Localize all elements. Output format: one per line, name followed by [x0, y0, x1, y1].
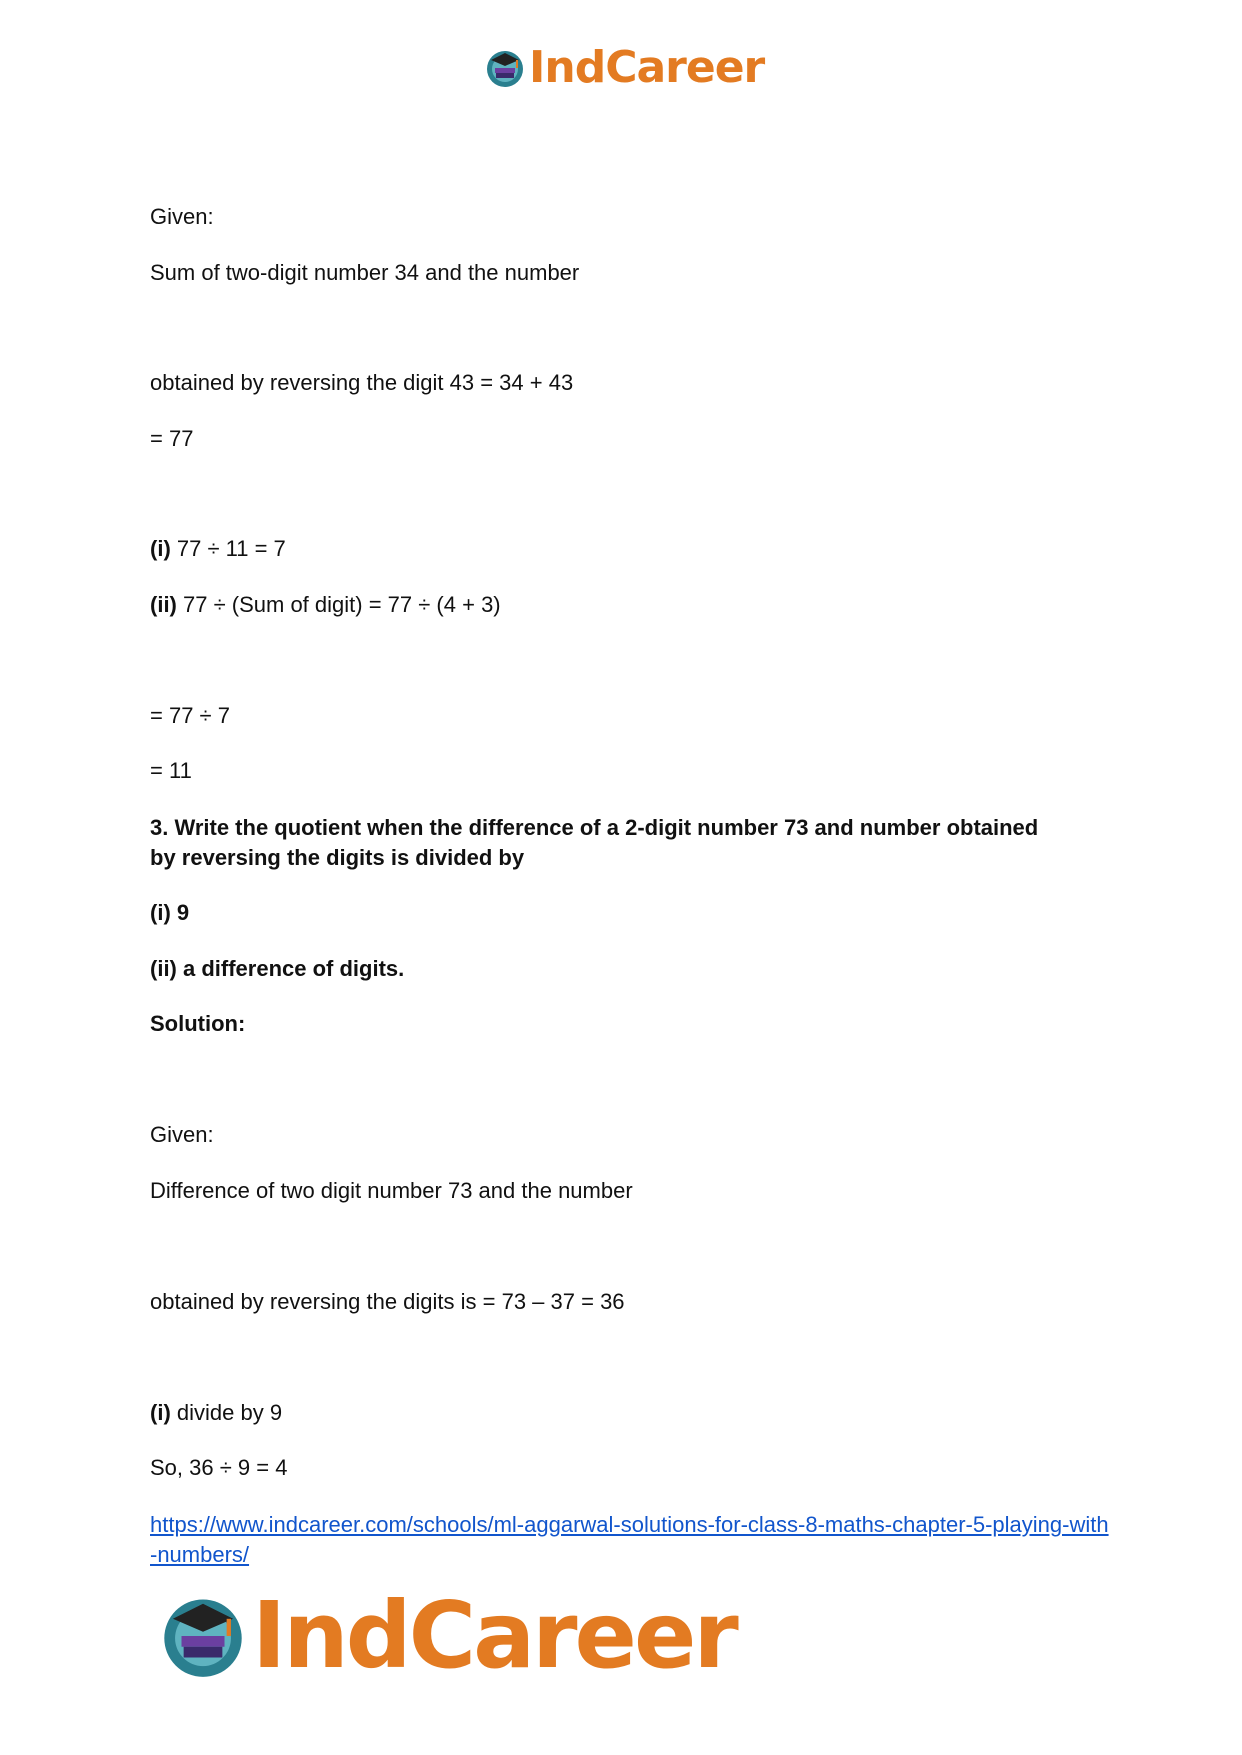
part-ii-line: [150, 590, 501, 620]
question-3-part-ii: (ii) a difference of digits.: [150, 956, 405, 981]
text-line: obtained by reversing the digit 43 = 34 + 43: [150, 370, 574, 395]
text-line: = 11: [150, 758, 192, 783]
question-3-line-1: 3. Write the quotient when the difference of a 2-digit number 73 and number obtained: [150, 815, 1039, 840]
solution-heading: Solution:: [150, 1011, 246, 1036]
question-3-line-2: by reversing the digits is divided by: [150, 845, 525, 870]
text-line: = 77: [150, 426, 194, 451]
part-label: (ii): [150, 592, 177, 617]
part-label: (i): [150, 536, 171, 561]
part-i-line: [150, 1398, 282, 1428]
part-i-line: [150, 534, 286, 564]
header-logo: [485, 42, 764, 93]
footer-logo-text: IndCareer: [252, 1582, 736, 1689]
text-line: Sum of two-digit number 34 and the number: [150, 260, 580, 285]
part-text: 77 ÷ (Sum of digit) = 77 ÷ (4 + 3): [176, 592, 501, 617]
text-line: obtained by reversing the digits is = 73 – 37 = 36: [150, 1289, 625, 1314]
text-line: So, 36 ÷ 9 = 4: [150, 1455, 288, 1480]
part-label: (i): [150, 1400, 171, 1425]
given-label: Given:: [150, 1122, 214, 1147]
footer-logo: [160, 1582, 736, 1689]
question-3-part-i: (i) 9: [150, 900, 190, 925]
header-logo-text: IndCareer: [529, 42, 765, 93]
source-link[interactable]: https://www.indcareer.com/schools/ml-aggarwal-solutions-for-class-8-maths-chapter-5-playing-with-numbers/: [150, 1512, 1109, 1567]
text-line: Difference of two digit number 73 and the number: [150, 1178, 633, 1203]
text-line: = 77 ÷ 7: [150, 703, 230, 728]
graduation-cap-books-icon: [160, 1593, 246, 1679]
graduation-cap-books-icon: [485, 48, 525, 88]
part-text: 77 ÷ 11 = 7: [170, 536, 286, 561]
part-text: divide by 9: [170, 1400, 283, 1425]
given-label: Given:: [150, 204, 214, 229]
